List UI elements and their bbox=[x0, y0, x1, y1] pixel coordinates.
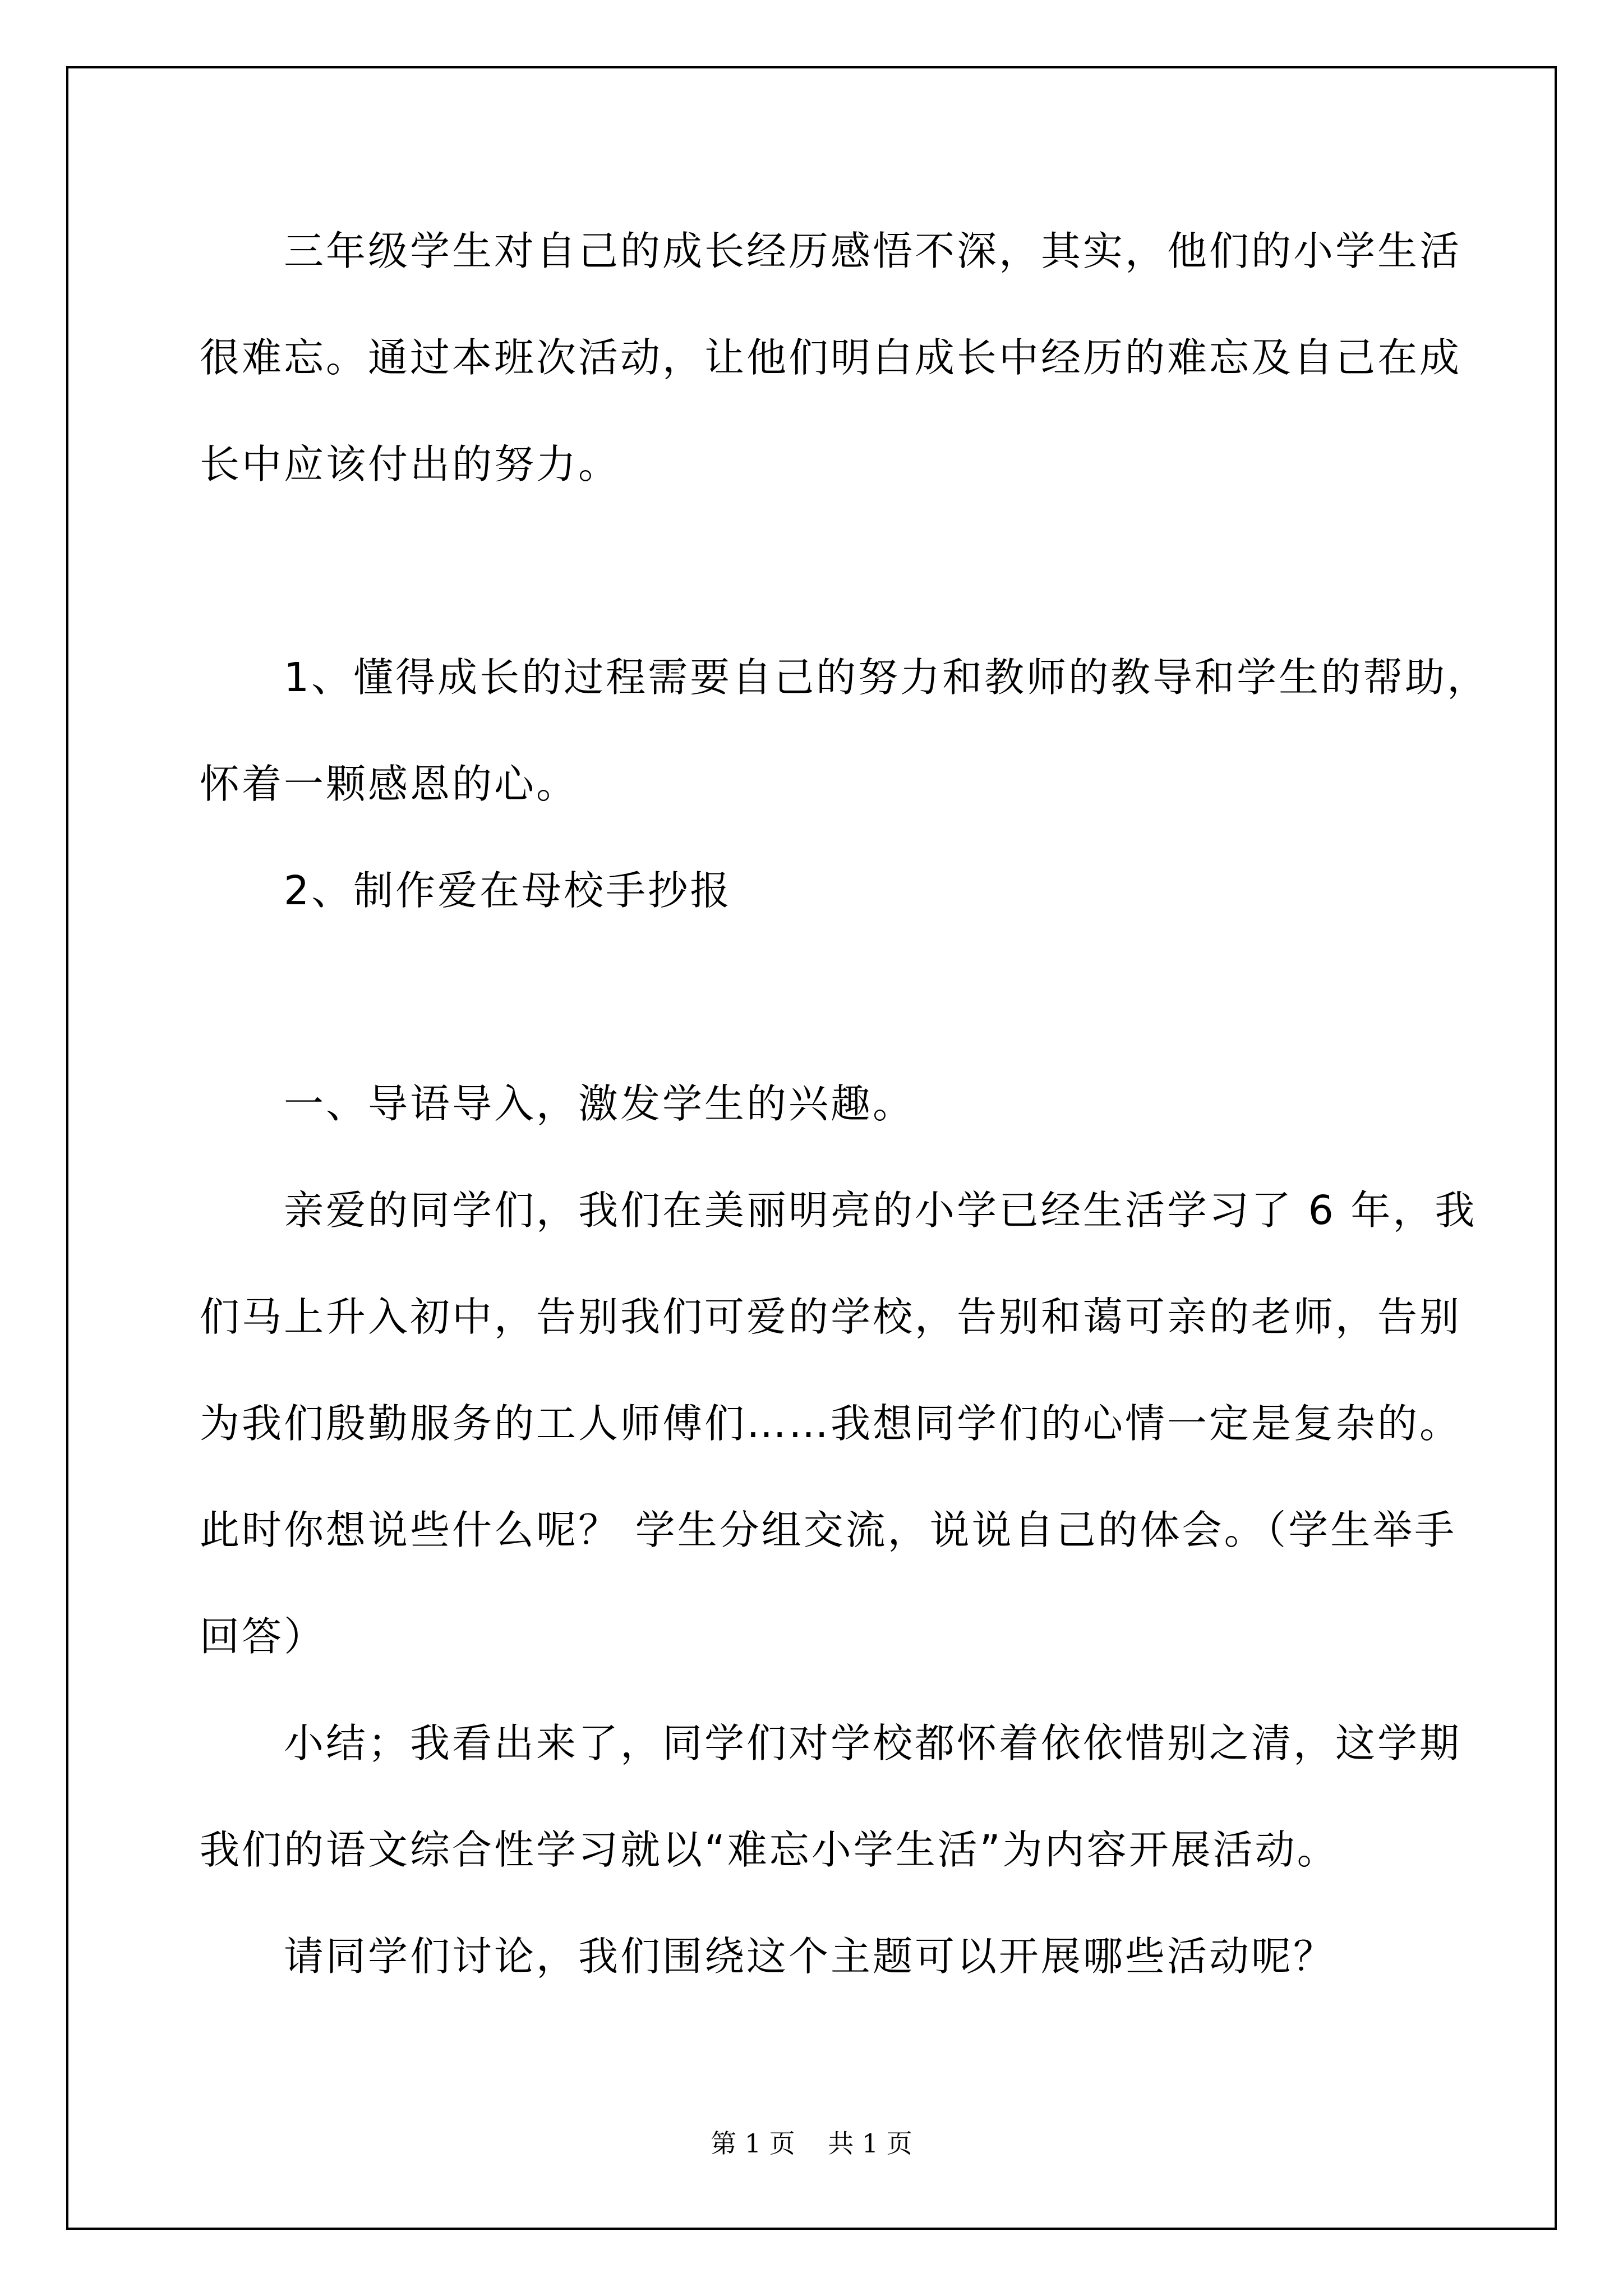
paragraph-1-line-2: 很难忘。通过本班次活动，让他们明白成长中经历的难忘及自己在成 bbox=[200, 334, 1462, 381]
paragraph-1-line-1: 三年级学生对自己的成长经历感悟不深，其实，他们的小学生活 bbox=[284, 228, 1462, 274]
paragraph-5-line-5: 回答） bbox=[200, 1613, 326, 1660]
paragraph-5-line-4: 此时你想说些什么呢？ 学生分组交流，说说自己的体会。（学生举手 bbox=[200, 1507, 1457, 1553]
paragraph-6-line-1: 小结；我看出来了，同学们对学校都怀着依依惜别之清，这学期 bbox=[284, 1720, 1462, 1766]
paragraph-4-line-1: 一、导语导入，激发学生的兴趣。 bbox=[284, 1080, 915, 1127]
paragraph-1-line-3: 长中应该付出的努力。 bbox=[200, 441, 621, 487]
paragraph-5-line-1: 亲爱的同学们，我们在美丽明亮的小学已经生活学习了 6 年，我 bbox=[284, 1187, 1477, 1234]
paragraph-7-line-1: 请同学们讨论，我们围绕这个主题可以开展哪些活动呢？ bbox=[284, 1933, 1336, 1980]
paragraph-2-line-1: 1、懂得成长的过程需要自己的努力和教师的教导和学生的帮助， bbox=[284, 654, 1490, 701]
paragraph-5-line-3: 为我们殷勤服务的工人师傅们……我想同学们的心情一定是复杂的。 bbox=[200, 1400, 1462, 1447]
paragraph-6-line-2: 我们的语文综合性学习就以“难忘小学生活”为内容开展活动。 bbox=[200, 1826, 1339, 1873]
paragraph-5-line-2: 们马上升入初中，告别我们可爱的学校，告别和蔼可亲的老师，告别 bbox=[200, 1294, 1462, 1340]
page-footer: 第 1 页 共 1 页 bbox=[711, 2128, 912, 2159]
paragraph-3-line-1: 2、制作爱在母校手抄报 bbox=[284, 867, 732, 914]
page-border bbox=[66, 66, 1557, 2230]
paragraph-2-line-2: 怀着一颗感恩的心。 bbox=[200, 761, 579, 807]
